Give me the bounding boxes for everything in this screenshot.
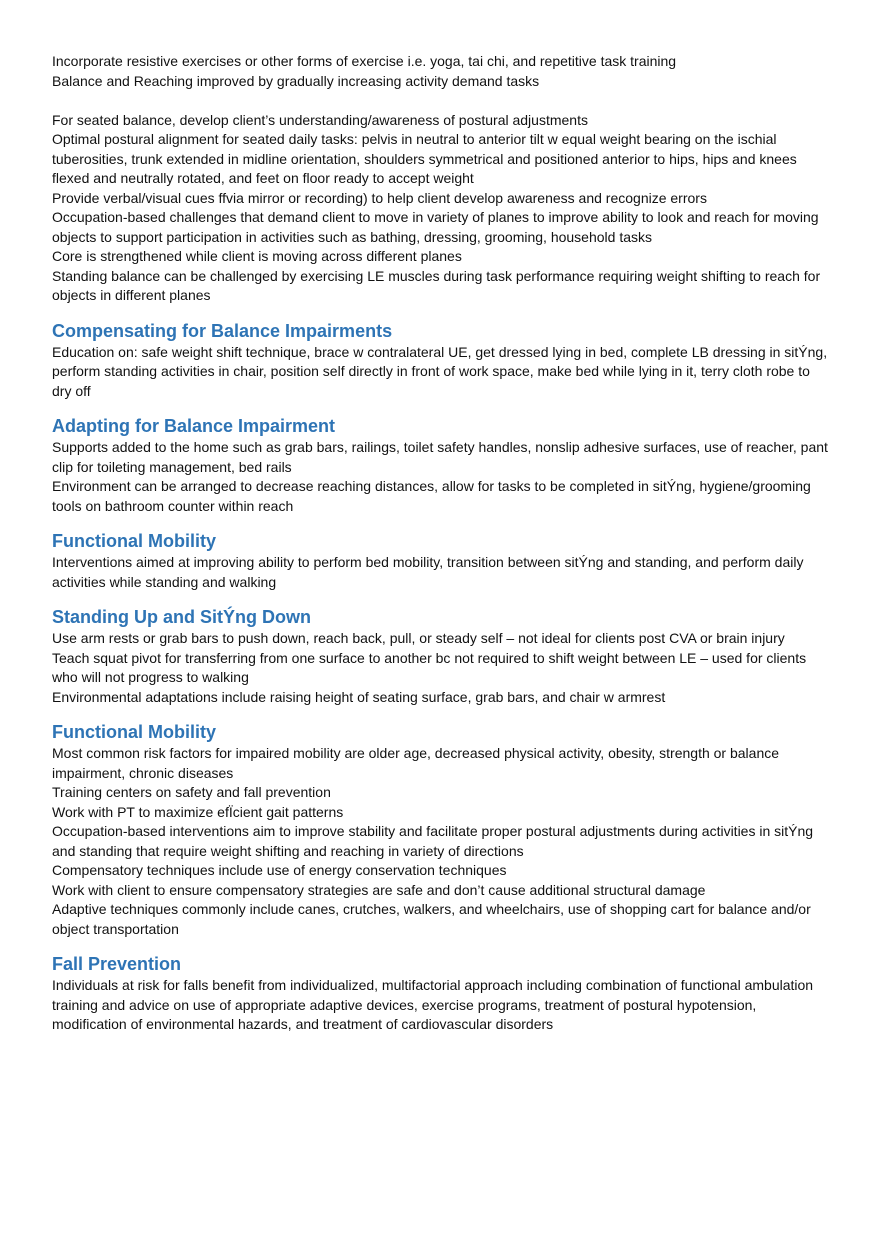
paragraph: Interventions aimed at improving ability to perform bed mobility, transition between sitÝng and standing, and perform daily activities while standing and walking [52, 554, 804, 590]
section-heading: Fall Prevention [52, 954, 182, 974]
section-functional-mobility-1 [52, 516, 828, 592]
section-heading: Functional Mobility [52, 722, 216, 742]
section-heading: Compensating for Balance Impairments [52, 320, 393, 341]
paragraph: Occupation-based interventions aim to improve stability and facilitate proper postural adjustments during activities in sitÝng and standing that require weight shifting and reaching in variety of directions [52, 823, 814, 859]
paragraph: Work with PT to maximize efÏcient gait patterns [52, 803, 344, 820]
section-fall-prevention [52, 939, 828, 1035]
paragraph: Most common risk factors for impaired mobility are older age, decreased physical activity, obesity, strength or balance impairment, chronic diseases [52, 745, 780, 781]
paragraph: Teach squat pivot for transferring from one surface to another bc not required to shift weight between LE – used for clients who will not progress to walking [52, 649, 807, 685]
paragraph: Environment can be arranged to decrease reaching distances, allow for tasks to be completed in sitÝng, hygiene/grooming tools on bathroom counter within reach [52, 478, 811, 514]
section-adapting [52, 401, 828, 516]
paragraph: Individuals at risk for falls benefit from individualized, multifactorial approach including combination of functional ambulation training and advice on use of appropriate adaptive devices, exercise programs, treatment of postural hypotension, modification of environmental hazards, and treatment of cardiovascular disorders [52, 977, 814, 1032]
paragraph: Work with client to ensure compensatory strategies are safe and don’t cause additional structural damage [52, 881, 706, 898]
section-heading: Adapting for Balance Impairment [52, 416, 336, 436]
paragraph: Optimal postural alignment for seated daily tasks: pelvis in neutral to anterior tilt w equal weight bearing on the ischial tuberosities, trunk extended in midline orientation, shoulders symmetrical and positioned anterior to hips, hips and knees flexed and neutrally rotated, and feet on floor ready to accept weight [52, 131, 797, 186]
paragraph: For seated balance, develop client’s understanding/awareness of postural adjustments [52, 111, 588, 128]
paragraph: Occupation-based challenges that demand client to move in variety of planes to improve ability to look and reach for moving objects to support participation in activities such as bathing, dressing, grooming, household tasks [52, 209, 819, 245]
blank-line [52, 91, 828, 111]
seated-balance-block [52, 111, 828, 306]
section-compensating [52, 306, 828, 402]
paragraph: Provide verbal/visual cues ffvia mirror or recording) to help client develop awareness and recognize errors [52, 189, 707, 206]
paragraph: Training centers on safety and fall prevention [52, 784, 331, 800]
section-heading: Functional Mobility [52, 531, 216, 551]
intro-block [52, 52, 828, 91]
paragraph: Supports added to the home such as grab bars, railings, toilet safety handles, nonslip adhesive surfaces, use of reacher, pant clip for toileting management, bed rails [52, 439, 828, 475]
section-functional-mobility-2 [52, 707, 828, 939]
section-standing-up [52, 592, 828, 707]
paragraph: Core is strengthened while client is moving across different planes [52, 248, 462, 264]
section-heading: Standing Up and SitÝng Down [52, 607, 311, 627]
paragraph: Compensatory techniques include use of energy conservation techniques [52, 862, 507, 878]
paragraph: Adaptive techniques commonly include canes, crutches, walkers, and wheelchairs, use of shopping cart for balance and/or object transportation [52, 901, 811, 937]
paragraph: Incorporate resistive exercises or other forms of exercise i.e. yoga, tai chi, and repetitive task training [52, 53, 677, 69]
paragraph: Use arm rests or grab bars to push down, reach back, pull, or steady self – not ideal for clients post CVA or brain injury [52, 630, 785, 646]
paragraph: Environmental adaptations include raising height of seating surface, grab bars, and chair w armrest [52, 688, 666, 705]
paragraph: Education on: safe weight shift technique, brace w contralateral UE, get dressed lying in bed, complete LB dressing in sitÝng, perform standing activities in chair, position self directly in front of work space, make bed while lying in it, terry cloth robe to dry off [52, 343, 828, 399]
paragraph: Standing balance can be challenged by exercising LE muscles during task performance requiring weight shifting to reach for objects in different planes [52, 267, 821, 303]
paragraph: Balance and Reaching improved by gradually increasing activity demand tasks [52, 72, 540, 89]
